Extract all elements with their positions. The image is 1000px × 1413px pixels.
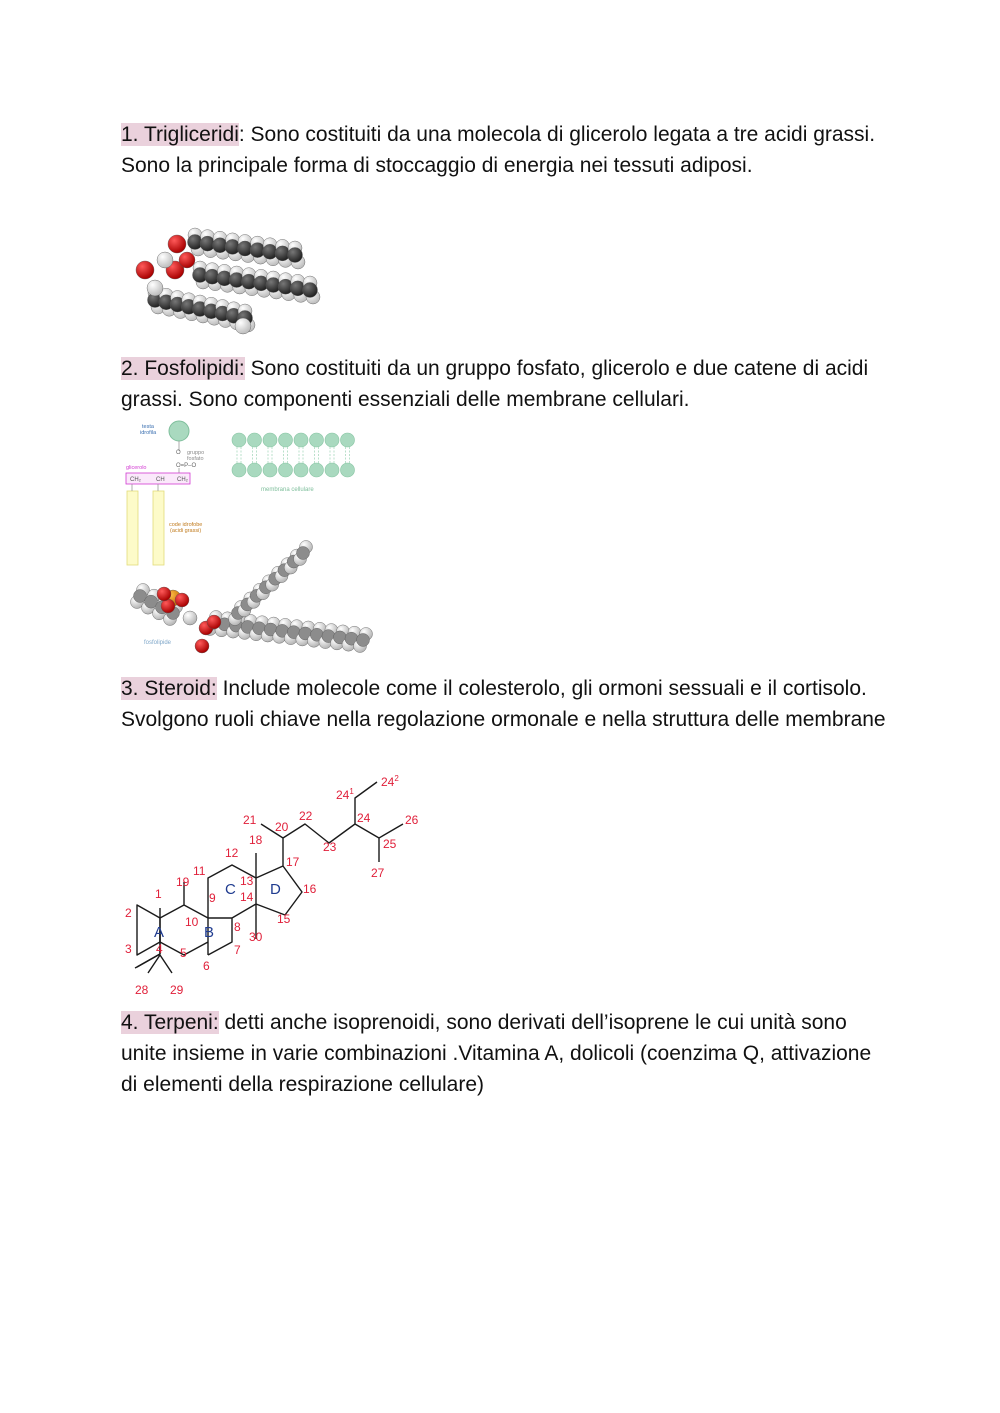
membrane-head	[341, 463, 355, 477]
phospholipid-atoms	[131, 541, 373, 654]
ring-label-d: D	[270, 881, 281, 898]
svg-text:O: O	[176, 450, 181, 456]
oxygen-atom	[195, 639, 209, 653]
membrane-head	[310, 433, 324, 447]
oxygen-atom	[168, 235, 186, 253]
membrane-head	[279, 433, 293, 447]
atom-label-29: 29	[170, 983, 184, 997]
atom-label-2: 2	[125, 906, 132, 920]
phosphate-label-2: fosfato	[187, 456, 204, 462]
triglyceride-model	[125, 220, 335, 345]
membrane-bilayer	[232, 433, 355, 477]
atom-label-28: 28	[135, 983, 149, 997]
oxygen-atom	[207, 615, 221, 629]
membrane-label: membrana cellulare	[261, 487, 314, 493]
membrane-head	[294, 463, 308, 477]
section-3-text	[121, 673, 891, 735]
atom-label-5: 5	[180, 946, 187, 960]
atom-label-21: 21	[243, 813, 257, 827]
glycerol-label: glicerolo	[126, 465, 147, 471]
phospholipid-diagram	[118, 418, 378, 663]
tail-2-carbon	[297, 547, 310, 560]
head-label-2: idrofila	[140, 430, 157, 436]
atom-label-30: 30	[249, 930, 263, 944]
atom-label-14: 14	[240, 890, 254, 904]
section-1-text	[121, 119, 891, 181]
membrane-head	[325, 433, 339, 447]
chain-end-hydrogen	[235, 318, 251, 334]
membrane-head	[310, 463, 324, 477]
tails-label: code idrofobe	[169, 522, 203, 528]
ring-label-a: A	[154, 924, 165, 941]
tails-label-2: (acidi grassi)	[170, 528, 202, 534]
section-2-heading: 2. Fosfolipidi:	[121, 357, 245, 380]
glycerol-hydrogen	[147, 280, 163, 296]
membrane-head	[248, 433, 262, 447]
atom-label-17: 17	[286, 855, 300, 869]
atom-label-12: 12	[225, 846, 239, 860]
atom-label-6: 6	[203, 959, 210, 973]
atom-label-9: 9	[209, 891, 216, 905]
steroid-structure	[115, 768, 435, 1003]
molecule-label: fosfolipide	[144, 640, 172, 646]
atom-label-24-2: $24^2$	[381, 774, 399, 789]
fatty-acid-tail-2	[153, 491, 164, 565]
membrane-head	[325, 463, 339, 477]
section-4-body: detti anche isoprenoidi, sono derivati dell’isoprene le cui unità sono unite insieme in varie combinazioni .Vitamina A, dolicoli (coenzima Q, attivazione di elementi della respirazione cellulare)	[121, 1011, 872, 1096]
atom-label-26: 26	[405, 813, 419, 827]
section-1-body: : Sono costituiti da una molecola di glicerolo legata a tre acidi grassi. Sono la principale forma di stoccaggio di energia nei tessuti adiposi.	[121, 123, 876, 177]
membrane-head	[232, 433, 246, 447]
atom-label-11: 11	[193, 864, 206, 878]
oxygen-atom	[175, 593, 189, 607]
membrane-head	[263, 463, 277, 477]
chain-1-carbon	[288, 248, 303, 263]
section-1-heading: 1. Trigliceridi	[121, 123, 239, 146]
atom-label-1: 1	[155, 887, 162, 901]
section-2-text	[121, 353, 891, 415]
atom-label-25: 25	[383, 837, 397, 851]
ring-label-b: B	[204, 924, 215, 941]
tail-1-carbon	[357, 634, 370, 647]
svg-text:CH₂: CH₂	[130, 477, 141, 483]
oxygen-atom	[136, 261, 154, 279]
glycerol-hydrogen	[157, 252, 173, 268]
membrane-head	[279, 463, 293, 477]
membrane-head	[263, 433, 277, 447]
section-2-body: Sono costituiti da un gruppo fosfato, glicerolo e due catene di acidi grassi. Sono componenti essenziali delle membrane cellulari.	[121, 357, 869, 411]
chain-2-carbon	[303, 283, 318, 298]
triglyceride-atoms	[136, 228, 320, 334]
atom-label-19: 19	[176, 875, 190, 889]
atom-label-8: 8	[234, 920, 241, 934]
membrane-head	[341, 433, 355, 447]
svg-text:CH: CH	[156, 477, 165, 483]
atom-label-7: 7	[234, 943, 241, 957]
svg-text:CH₂: CH₂	[177, 477, 188, 483]
oxygen-atom	[179, 252, 195, 268]
atom-label-10: 10	[185, 915, 199, 929]
atom-label-22: 22	[299, 809, 313, 823]
atom-label-15: 15	[277, 912, 291, 926]
oxygen-atom	[157, 587, 171, 601]
membrane-head	[294, 433, 308, 447]
section-3-body: Include molecole come il colesterolo, gli ormoni sessuali e il cortisolo. Svolgono ruoli chiave nella regolazione ormonale e nella struttura delle membrane	[121, 677, 886, 731]
section-4-heading: 4. Terpeni:	[121, 1011, 219, 1034]
atom-label-3: 3	[125, 942, 132, 956]
section-3-heading: 3. Steroid:	[121, 677, 217, 700]
membrane-head	[232, 463, 246, 477]
atom-label-20: 20	[275, 820, 289, 834]
atom-label-24: 24	[357, 811, 371, 825]
phosphate-label: gruppo	[187, 450, 205, 456]
section-4-text	[121, 1007, 891, 1100]
fatty-acid-tail-1	[127, 491, 138, 565]
glycerol-hydrogen	[183, 611, 197, 625]
hydrophilic-head	[169, 421, 189, 441]
atom-label-18: 18	[249, 833, 263, 847]
atom-label-16: 16	[303, 882, 317, 896]
ring-label-c: C	[225, 881, 236, 898]
atom-label-4: 4	[156, 942, 163, 956]
svg-text:O=P–O: O=P–O	[176, 463, 197, 469]
atom-label-13: 13	[240, 874, 254, 888]
membrane-head	[248, 463, 262, 477]
atom-label-24-1: $24^1$	[336, 787, 354, 802]
atom-label-27: 27	[371, 866, 385, 880]
atom-label-23: 23	[323, 840, 337, 854]
head-label: testa	[142, 424, 154, 430]
